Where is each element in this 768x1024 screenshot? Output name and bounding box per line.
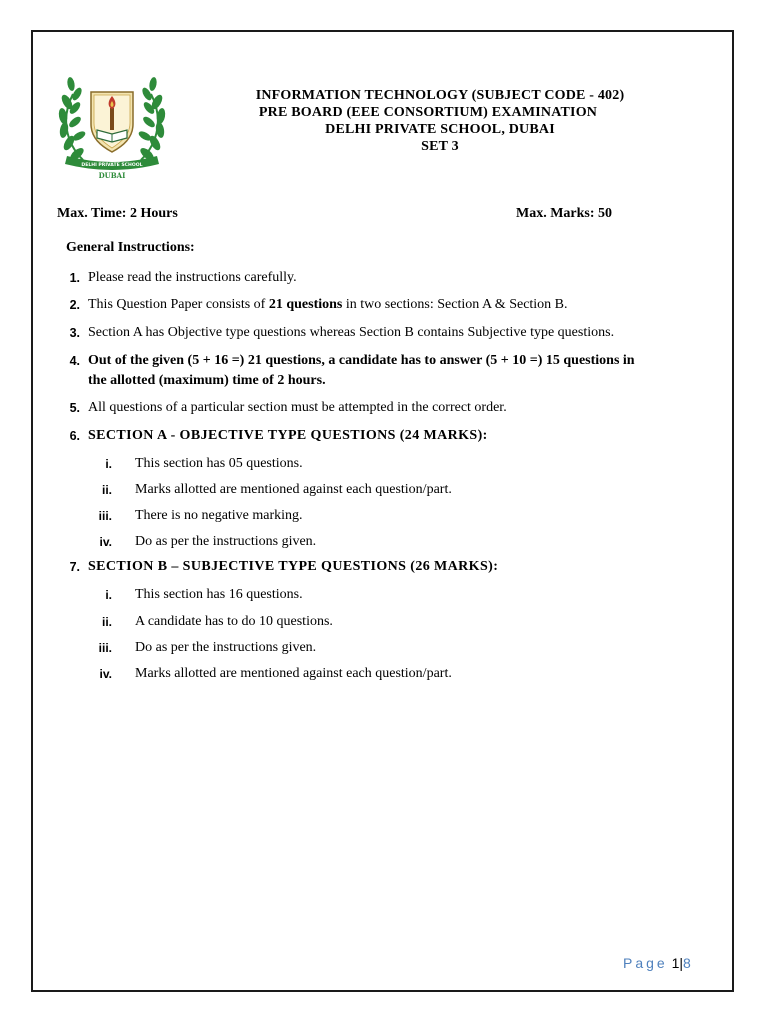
- max-time: Max. Time: 2 Hours: [57, 206, 178, 221]
- laurel-left-icon: [58, 76, 87, 162]
- page-total: 8: [683, 955, 694, 971]
- header-subject: INFORMATION TECHNOLOGY (SUBJECT CODE - 402): [255, 88, 625, 103]
- laurel-right-icon: [137, 76, 166, 162]
- exam-header: [190, 87, 690, 155]
- page-label: Page: [623, 955, 668, 971]
- page-number-footer: [623, 955, 694, 971]
- page-current: 1: [671, 955, 680, 971]
- max-marks: Max. Marks: 50: [516, 206, 613, 221]
- page-separator: |: [679, 955, 684, 971]
- svg-text:DUBAI: DUBAI: [98, 171, 126, 180]
- header-school: DELHI PRIVATE SCHOOL, DUBAI: [325, 122, 555, 137]
- svg-text:DELHI PRIVATE SCHOOL: DELHI PRIVATE SCHOOL: [81, 163, 143, 168]
- header-exam: PRE BOARD (EEE CONSORTIUM) EXAMINATION: [258, 105, 598, 120]
- header-set: SET 3: [421, 139, 459, 154]
- school-logo: [55, 72, 169, 180]
- general-instructions-heading: General Instructions:: [66, 240, 195, 255]
